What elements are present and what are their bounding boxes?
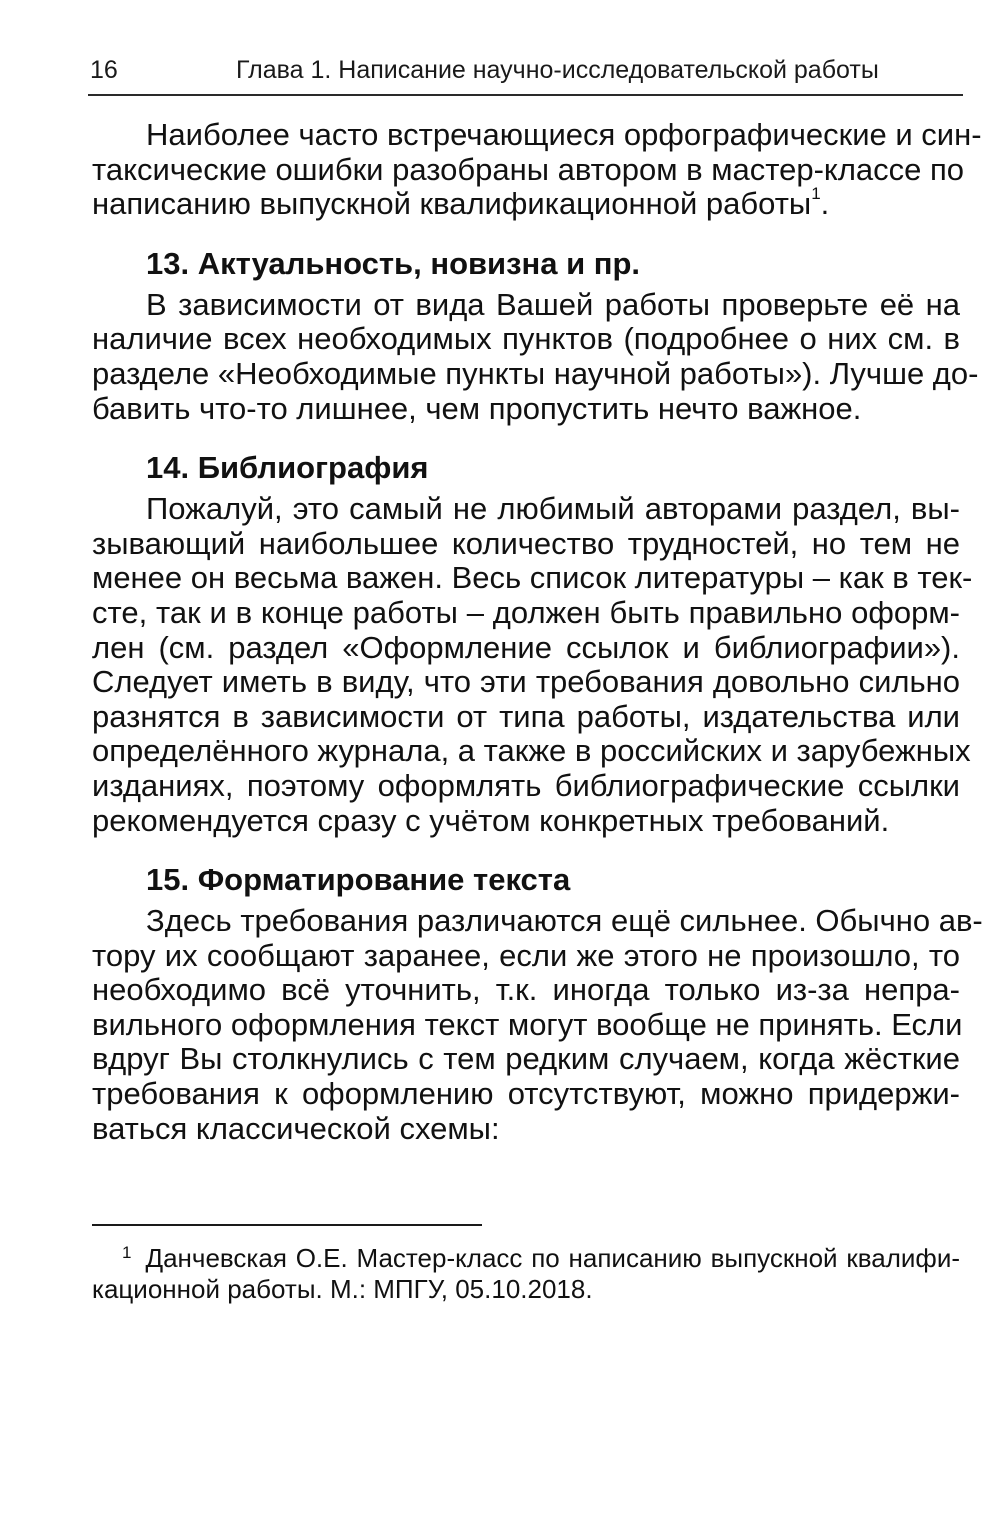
- text-line: требования к оформлению отсутствуют, можно придержи-: [92, 1076, 960, 1112]
- running-title: Глава 1. Написание научно-исследовательской работы: [236, 56, 879, 84]
- text-line: разнятся в зависимости от типа работы, издательства или: [92, 698, 960, 734]
- running-header: [88, 50, 963, 96]
- main-text: [92, 117, 983, 1146]
- text-line: лен (см. раздел «Оформление ссылок и библиографии»).: [92, 629, 960, 665]
- footnote-reference[interactable]: 1: [811, 183, 821, 203]
- footnote: [92, 1243, 960, 1305]
- text-line: зывающий наибольшее количество трудностей, но тем не: [92, 525, 960, 561]
- text-line: менее он весьма важен. Весь список литературы – как в тек-: [92, 560, 973, 596]
- text-line: наличие всех необходимых пунктов (подробнее о них см. в: [92, 321, 960, 357]
- section-heading: 14. Библиография: [146, 450, 429, 486]
- section-13-paragraph: [92, 286, 979, 426]
- text-line: Здесь требования различаются ещё сильнее. Обычно ав-: [146, 903, 983, 939]
- text-line: разделе «Необходимые пункты научной работы»). Лучше до-: [92, 355, 979, 391]
- footnote-text: Данчевская О.Е. Мастер-класс по написанию выпускной квалифи-: [145, 1243, 960, 1273]
- section-15-paragraph: [92, 903, 983, 1146]
- intro-paragraph: [92, 117, 982, 222]
- text-line: тору их сообщают заранее, если же этого не произошло, то: [92, 937, 960, 973]
- text-line: сте, так и в конце работы – должен быть правильно оформ-: [92, 594, 960, 630]
- text-line: Наиболее часто встречающиеся орфографические и син-: [146, 117, 982, 152]
- text-line: Следует иметь в виду, что эти требования довольно сильно: [92, 664, 960, 700]
- section-14-paragraph: [92, 491, 973, 838]
- footnote-mark: 1: [122, 1243, 132, 1262]
- text-line: [92, 183, 960, 222]
- page-number: 16: [90, 56, 118, 84]
- sentence-end: .: [820, 186, 830, 222]
- text-line: Пожалуй, это самый не любимый авторами раздел, вы-: [146, 491, 960, 527]
- text-line: изданиях, поэтому оформлять библиографические ссылки: [92, 767, 960, 803]
- text-line: необходимо всё уточнить, т.к. иногда только из-за непра-: [92, 972, 960, 1008]
- text-line: определённого журнала, а также в российских и зарубежных: [92, 733, 971, 769]
- footnote-line: кационной работы. М.: МПГУ, 05.10.2018.: [92, 1274, 593, 1304]
- footnote-line: [92, 1243, 960, 1274]
- text-line-content: написанию выпускной квалификационной работы: [92, 186, 812, 222]
- text-line: вильного оформления текст могут вообще не принять. Если: [92, 1006, 963, 1042]
- footnote-separator: [92, 1224, 482, 1226]
- text-line: таксические ошибки разобраны автором в мастер-классе по: [92, 151, 965, 187]
- text-line: рекомендуется сразу с учётом конкретных требований.: [92, 802, 890, 838]
- text-line: В зависимости от вида Вашей работы проверьте её на: [146, 286, 960, 322]
- section-heading: 13. Актуальность, новизна и пр.: [146, 245, 641, 281]
- section-heading: 15. Форматирование текста: [146, 862, 571, 898]
- text-line: вдруг Вы столкнулись с тем редким случаем, когда жёсткие: [92, 1041, 960, 1077]
- text-line: бавить что-то лишнее, чем пропустить нечто важное.: [92, 390, 862, 426]
- text-line: ваться классической схемы:: [92, 1110, 500, 1146]
